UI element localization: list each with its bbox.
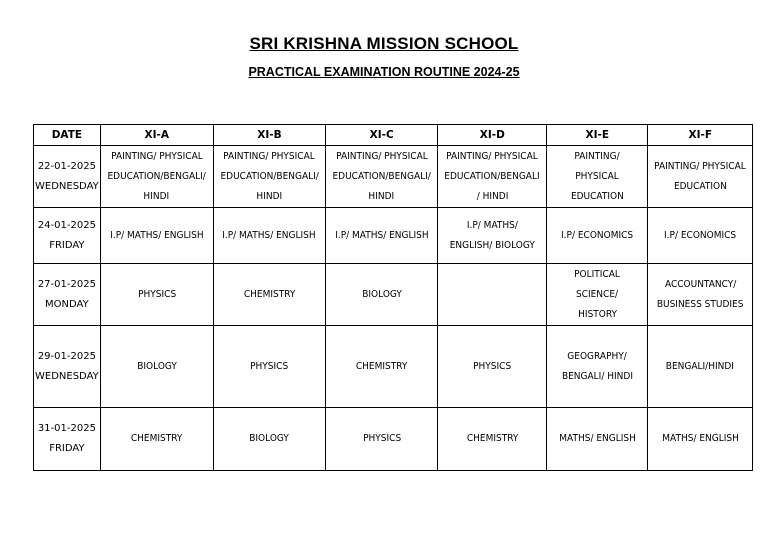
date-cell (34, 326, 101, 408)
date-cell (34, 264, 101, 326)
subject-line: PHYSICS (473, 360, 512, 372)
subject-cell (438, 208, 547, 264)
subject-cell (100, 146, 213, 208)
subject-line: EDUCATION (570, 190, 624, 202)
subject-cell (326, 264, 438, 326)
date-cell (34, 146, 101, 208)
subject-line: EDUCATION/BENGALI/ (332, 170, 431, 182)
column-header-xi-e: XI-E (547, 125, 648, 146)
subject-cell (438, 146, 547, 208)
exam-routine-table (33, 124, 753, 471)
subject-line: BIOLOGY (136, 360, 177, 372)
exam-date: 27-01-2025 (37, 278, 96, 290)
subject-line: HISTORY (577, 308, 617, 320)
subject-cell (547, 326, 648, 408)
subject-line: PAINTING/ PHYSICAL (223, 150, 316, 162)
subject-line: PAINTING/ PHYSICAL (654, 160, 747, 172)
exam-date: 31-01-2025 (37, 423, 96, 434)
subject-line: MATHS/ ENGLISH (661, 433, 739, 444)
column-header-xi-c: XI-C (326, 125, 438, 146)
subject-line: PAINTING/ PHYSICAL (446, 150, 539, 162)
subject-line: I.P/ ECONOMICS (664, 229, 737, 241)
subject-cell (648, 408, 753, 471)
subject-cell (547, 146, 648, 208)
subject-cell (213, 146, 325, 208)
subject-line: BUSINESS STUDIES (657, 298, 744, 310)
subject-line: EDUCATION/BENGALI/ (220, 170, 319, 182)
subject-cell (648, 326, 753, 408)
subject-line: HINDI (368, 190, 395, 202)
subject-line: BENGALI/ HINDI (561, 370, 633, 382)
routine-subtitle: PRACTICAL EXAMINATION ROUTINE 2024-25 (248, 65, 520, 79)
column-header-xi-b: XI-B (213, 125, 325, 146)
subject-line: HINDI (256, 190, 283, 202)
subject-cell (547, 408, 648, 471)
subject-cell (547, 208, 648, 264)
column-header-date: DATE (34, 125, 101, 146)
subject-line: GEOGRAPHY/ (567, 350, 628, 362)
subject-line: HINDI (143, 190, 170, 202)
subject-line: CHEMISTRY (243, 288, 296, 300)
table-row (34, 326, 753, 408)
subject-line: BIOLOGY (361, 288, 402, 300)
subject-line: EDUCATION/BENGALI/ (107, 170, 206, 182)
exam-day: WEDNESDAY (35, 180, 99, 192)
subject-line: I.P/ MATHS/ ENGLISH (222, 229, 317, 241)
subject-line: ENGLISH/ BIOLOGY (449, 239, 535, 251)
subject-cell (326, 208, 438, 264)
subject-cell (326, 326, 438, 408)
subject-line: ACCOUNTANCY/ (664, 278, 736, 290)
subject-cell (213, 326, 325, 408)
subject-line: CHEMISTRY (130, 433, 183, 444)
exam-day: MONDAY (45, 298, 89, 310)
column-header-xi-f: XI-F (648, 125, 753, 146)
subject-line: PHYSICS (362, 433, 401, 444)
exam-date: 22-01-2025 (37, 160, 96, 172)
header-row (34, 125, 753, 146)
subject-line: / HINDI (476, 190, 509, 202)
subject-cell (326, 408, 438, 471)
subject-cell (100, 326, 213, 408)
subject-line: I.P/ MATHS/ (466, 219, 518, 231)
subject-cell (438, 326, 547, 408)
table-row (34, 208, 753, 264)
subject-line: BENGALI/HINDI (666, 360, 735, 372)
table-row (34, 264, 753, 326)
column-header-xi-d: XI-D (438, 125, 547, 146)
exam-date: 29-01-2025 (37, 350, 96, 362)
table-row (34, 408, 753, 471)
subject-cell (100, 208, 213, 264)
subject-line: POLITICAL SCIENCE/ (574, 268, 621, 300)
subject-cell (547, 264, 648, 326)
date-cell (34, 208, 101, 264)
subject-line: CHEMISTRY (355, 360, 408, 372)
table-row (34, 146, 753, 208)
subject-line: PAINTING/ PHYSICAL (335, 150, 428, 162)
exam-day: FRIDAY (49, 443, 85, 454)
subject-line: PHYSICS (250, 360, 289, 372)
subject-line: PHYSICS (137, 288, 176, 300)
subject-line: PAINTING/ PHYSICAL (110, 150, 203, 162)
school-title: SRI KRISHNA MISSION SCHOOL (249, 34, 519, 53)
subject-cell (100, 264, 213, 326)
date-cell (34, 408, 101, 471)
subject-line: PAINTING/ PHYSICAL (574, 150, 620, 182)
subject-line: MATHS/ ENGLISH (558, 433, 636, 444)
subject-cell (213, 408, 325, 471)
subject-cell (438, 408, 547, 471)
subject-line: CHEMISTRY (466, 433, 519, 444)
column-header-xi-a: XI-A (100, 125, 213, 146)
subject-cell (100, 408, 213, 471)
subject-line: BIOLOGY (249, 433, 290, 444)
subject-cell (213, 264, 325, 326)
exam-day: FRIDAY (49, 239, 85, 251)
subject-line: EDUCATION/BENGALI (444, 170, 541, 182)
subject-cell (213, 208, 325, 264)
subject-cell (648, 208, 753, 264)
subject-line: I.P/ ECONOMICS (561, 229, 634, 241)
subject-cell (648, 146, 753, 208)
subject-cell (438, 264, 547, 326)
subject-cell (648, 264, 753, 326)
subject-line: I.P/ MATHS/ ENGLISH (334, 229, 429, 241)
subject-line: EDUCATION (673, 180, 727, 192)
exam-date: 24-01-2025 (37, 219, 96, 231)
subject-cell (326, 146, 438, 208)
exam-day: WEDNESDAY (35, 370, 99, 382)
subject-line: I.P/ MATHS/ ENGLISH (110, 229, 204, 241)
